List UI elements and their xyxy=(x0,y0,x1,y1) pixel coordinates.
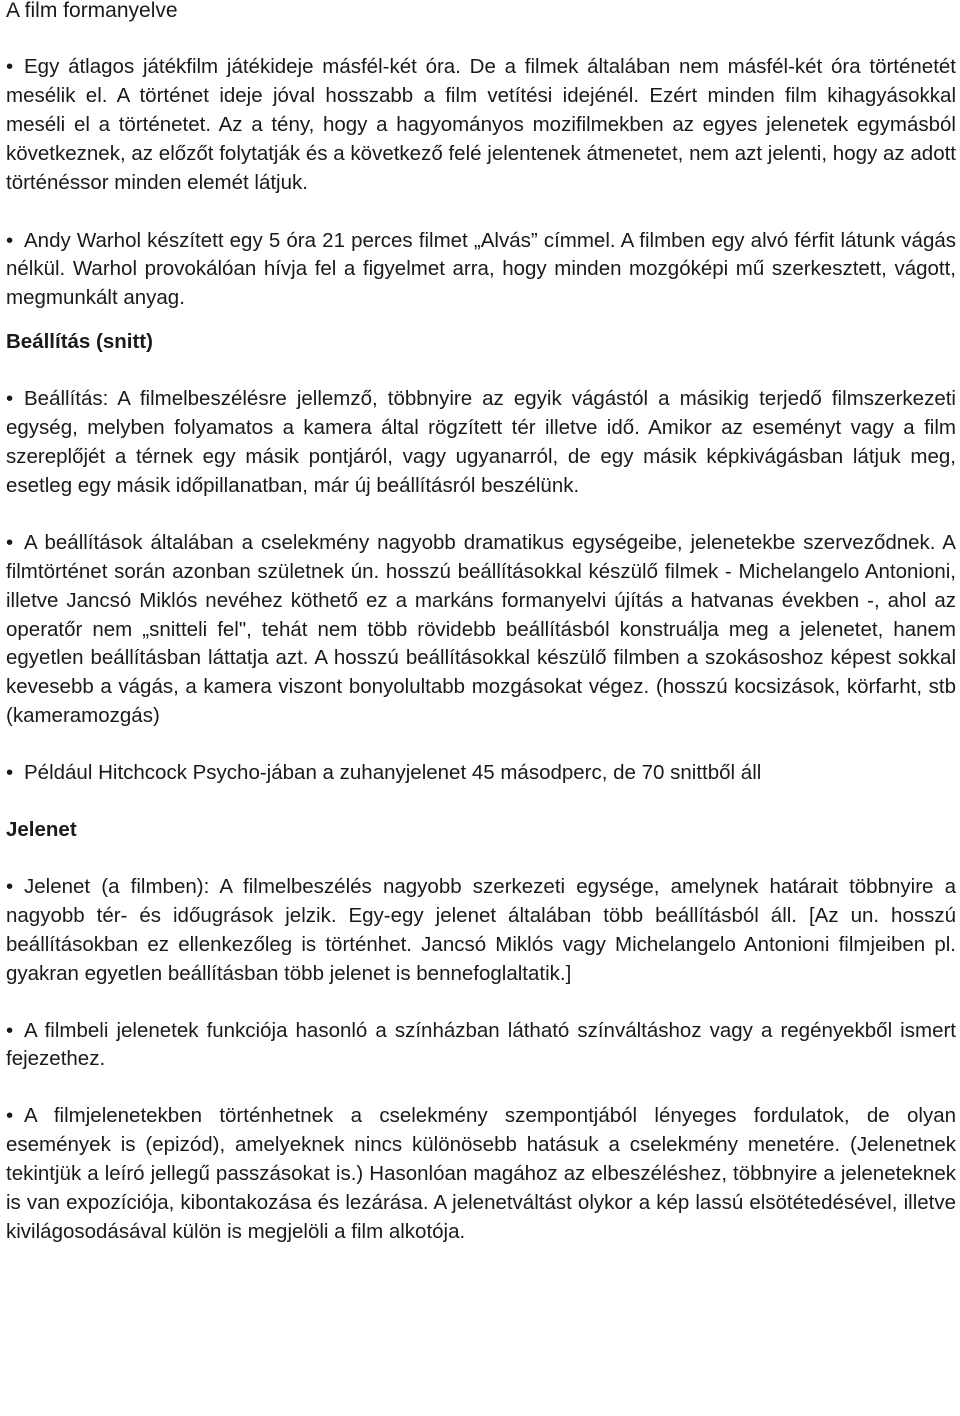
paragraph-long-takes xyxy=(6,529,956,731)
bullet-marker: • xyxy=(6,874,14,898)
paragraph-warhol xyxy=(6,227,956,314)
document-page xyxy=(6,0,956,1247)
paragraph-text: Andy Warhol készített egy 5 óra 21 perces filmet „Alvás” címmel. A filmben egy alvó férfit látunk vágás nélkül. Warhol provokálóan hívja fel a figyelmet arra, hogy minden mozgóképi mű szerkesztett, vágott, megmunkált anyag. xyxy=(6,228,956,310)
bullet-marker: • xyxy=(6,1018,14,1042)
paragraph-text: Egy átlagos játékfilm játékideje másfél-két óra. De a filmek általában nem másfél-két óra történetét mesélik el. A történet ideje jóval hosszabb a film vetítési idejénél. Ezért minden film kihagyásokkal meséli el a történetet. Az a tény, hogy a hagyományos mozifilmekben az egyes jelenetek egymásból következnek, az előzőt folytatják és a következő felé jelentenek átmenetet, nem azt jelenti, hogy az adott történéssor minden elemét látjuk. xyxy=(6,55,956,194)
paragraph-shot-definition xyxy=(6,385,956,501)
bullet-marker: • xyxy=(6,387,14,411)
paragraph-text: Jelenet (a filmben): A filmelbeszélés nagyobb szerkezeti egysége, amelynek határait többnyire a nagyobb tér- és időugrások jelzik. Egy-egy jelenet általában több beállításból áll. [Az un. hosszú beállításokban ez ellenkezőleg is történhet. Jancsó Miklós vagy Michelangelo Antonioni filmjeiben pl. gyakran egyetlen beállításban több jelenet is bennefoglaltatik.] xyxy=(6,874,956,985)
paragraph-text: A beállítások általában a cselekmény nagyobb dramatikus egységeibe, jelenetekbe szerveződnek. A filmtörténet során azonban születnek ún. hosszú beállításokkal készülő filmek - Michelangelo Antonioni, illetve Jancsó Miklós nevéhez köthető ez a markáns formanyelvi újítás a hatvanas években -, ahol az operatőr nem „snitteli fel", tehát nem több rövidebb beállításból konstruálja meg a jelenetet, hanem egyetlen beállításban láttatja azt. A hosszú beállításokkal készülő filmben a szokásoshoz képest sokkal kevesebb a vágás, a kamera viszont bonyolultabb mozgásokat végez. (hosszú kocsizások, körfarht, stb (kameramozgás) xyxy=(6,530,956,728)
document-title: A film formanyelve xyxy=(6,0,178,22)
heading-shot: Beállítás (snitt) xyxy=(6,330,153,354)
heading-scene: Jelenet xyxy=(6,818,77,842)
paragraph-psycho-example xyxy=(6,759,956,788)
bullet-marker: • xyxy=(6,228,14,252)
bullet-marker: • xyxy=(6,55,14,78)
paragraph-scene-events xyxy=(6,1102,956,1247)
paragraph-text: Beállítás: A filmelbeszélésre jellemző, többnyire az egyik vágástól a másikig terjedő filmszerkezeti egység, melyben folyamatos a kamera által rögzített tér illetve idő. Amikor az eseményt vagy a film szereplőjét a térnek egy másik pontjáról, vagy ugyanarról, de egy másik képkivágásban látjuk meg, esetleg egy másik időpillanatban, már új beállításról beszélünk. xyxy=(6,387,956,497)
bullet-marker: • xyxy=(6,761,14,785)
paragraph-scene-definition xyxy=(6,873,956,989)
paragraph-text: Például Hitchcock Psycho-jában a zuhanyjelenet 45 másodperc, de 70 snittből áll xyxy=(24,761,762,785)
paragraph-text: A filmbeli jelenetek funkciója hasonló a színházban látható színváltáshoz vagy a regényekből ismert fejezethez. xyxy=(6,1018,956,1071)
paragraph-runtime xyxy=(6,53,956,198)
bullet-marker: • xyxy=(6,530,14,554)
paragraph-text: A filmjelenetekben történhetnek a cselekmény szempontjából lényeges fordulatok, de olyan események is (epizód), amelyeknek nincs különösebb hatásuk a cselekmény menetére. (Jelenetnek tekintjük a leíró jellegű passzásokat is.) Hasonlóan magához az elbeszéléshez, többnyire a jeleneteknek is van expozíciója, kibontakozása és lezárása. A jelenetváltást olykor a kép lassú elsötétedésével, illetve kivilágosodásával külön is megjelöli a film alkotója. xyxy=(6,1104,956,1243)
bullet-marker: • xyxy=(6,1104,14,1128)
paragraph-scene-function xyxy=(6,1017,956,1075)
